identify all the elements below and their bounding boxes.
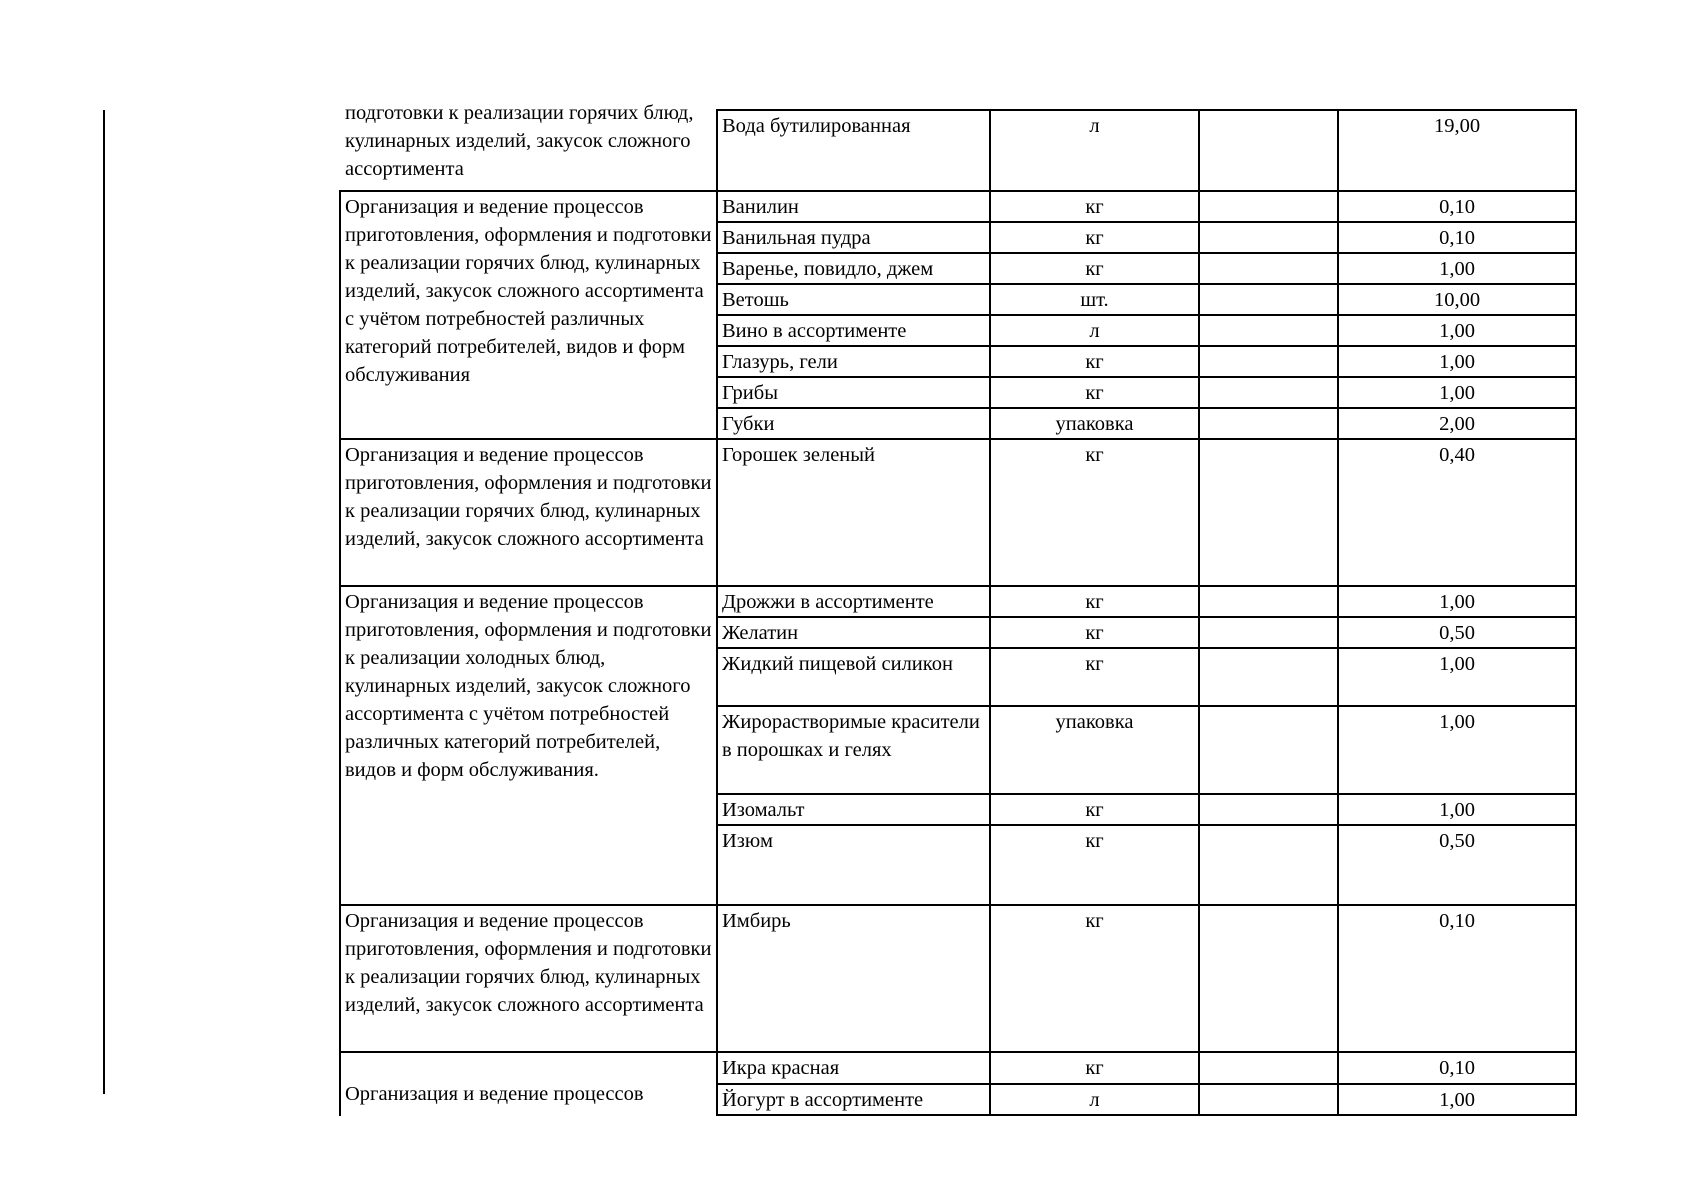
material-name: Грибы: [717, 377, 990, 408]
material-name: Вино в ассортименте: [717, 315, 990, 346]
material-unit: кг: [990, 825, 1199, 905]
material-norm: 1,00: [1338, 586, 1576, 617]
material-name: Жирорастворимые красители в порошках и гелях: [717, 706, 990, 794]
material-unit: кг: [990, 346, 1199, 377]
material-unit: кг: [990, 222, 1199, 253]
material-name: Губки: [717, 408, 990, 439]
material-norm: 0,10: [1338, 222, 1576, 253]
material-qty: [1199, 346, 1338, 377]
material-norm: 1,00: [1338, 648, 1576, 706]
material-unit: кг: [990, 648, 1199, 706]
material-qty: [1199, 905, 1338, 1052]
table-row: [340, 191, 1576, 222]
material-norm: 1,00: [1338, 377, 1576, 408]
material-name: Варенье, повидло, джем: [717, 253, 990, 284]
material-unit: кг: [990, 191, 1199, 222]
material-name: Ванильная пудра: [717, 222, 990, 253]
material-unit: шт.: [990, 284, 1199, 315]
material-qty: [1199, 825, 1338, 905]
material-unit: кг: [990, 617, 1199, 648]
material-unit: упаковка: [990, 408, 1199, 439]
activity-cell: Организация и ведение процессов приготовления, оформления и подготовки к реализации горячих блюд, кулинарных изделий, закусок сложного ассортимента: [340, 439, 717, 586]
material-qty: [1199, 315, 1338, 346]
material-unit: л: [990, 110, 1199, 191]
material-qty: [1199, 110, 1338, 191]
material-qty: [1199, 617, 1338, 648]
material-norm: 0,10: [1338, 1052, 1576, 1084]
material-qty: [1199, 253, 1338, 284]
material-unit: кг: [990, 439, 1199, 586]
material-qty: [1199, 648, 1338, 706]
material-name: Икра красная: [717, 1052, 990, 1084]
material-qty: [1199, 586, 1338, 617]
material-name: Горошек зеленый: [717, 439, 990, 586]
material-norm: 1,00: [1338, 346, 1576, 377]
material-norm: 1,00: [1338, 253, 1576, 284]
material-norm: 2,00: [1338, 408, 1576, 439]
material-name: Изомальт: [717, 794, 990, 825]
material-norm: 10,00: [1338, 284, 1576, 315]
material-norm: 1,00: [1338, 706, 1576, 794]
material-norm: 0,50: [1338, 825, 1576, 905]
material-unit: кг: [990, 253, 1199, 284]
material-qty: [1199, 222, 1338, 253]
table-row: [340, 586, 1576, 617]
material-qty: [1199, 1052, 1338, 1084]
material-norm: 1,00: [1338, 315, 1576, 346]
activity-cell: Организация и ведение процессов: [340, 1052, 717, 1115]
activity-cell: Организация и ведение процессов приготовления, оформления и подготовки к реализации холодных блюд, кулинарных изделий, закусок сложного ассортимента с учётом потребностей различных категорий потребителей, видов и форм обслуживания.: [340, 586, 717, 905]
table-row: [340, 1052, 1576, 1084]
material-norm: 0,50: [1338, 617, 1576, 648]
material-qty: [1199, 439, 1338, 586]
table-row: [340, 110, 1576, 191]
material-norm: 1,00: [1338, 1084, 1576, 1116]
material-name: Изюм: [717, 825, 990, 905]
material-unit: кг: [990, 377, 1199, 408]
material-name: Вода бутилированная: [717, 110, 990, 191]
materials-table: [339, 102, 1577, 1116]
material-norm: 19,00: [1338, 110, 1576, 191]
materials-table-container: [339, 102, 1575, 1111]
material-name: Ветошь: [717, 284, 990, 315]
material-norm: 0,10: [1338, 191, 1576, 222]
material-unit: кг: [990, 905, 1199, 1052]
material-qty: [1199, 284, 1338, 315]
material-unit: кг: [990, 586, 1199, 617]
material-unit: кг: [990, 794, 1199, 825]
activity-cell: Организация и ведение процессов приготовления, оформления и подготовки к реализации горячих блюд, кулинарных изделий, закусок сложного ассортимента с учётом потребностей различных категорий потребителей, видов и форм обслуживания: [340, 191, 717, 439]
activity-cell: Организация и ведение процессов приготовления, оформления и подготовки к реализации горячих блюд, кулинарных изделий, закусок сложного ассортимента: [340, 905, 717, 1052]
material-unit: л: [990, 1084, 1199, 1116]
material-unit: упаковка: [990, 706, 1199, 794]
material-name: Дрожжи в ассортименте: [717, 586, 990, 617]
material-qty: [1199, 1084, 1338, 1116]
material-qty: [1199, 377, 1338, 408]
material-name: Имбирь: [717, 905, 990, 1052]
table-row: [340, 439, 1576, 586]
material-name: Ванилин: [717, 191, 990, 222]
material-qty: [1199, 408, 1338, 439]
activity-cell: подготовки к реализации горячих блюд, кулинарных изделий, закусок сложного ассортимента: [340, 110, 717, 191]
material-name: Желатин: [717, 617, 990, 648]
material-norm: 0,10: [1338, 905, 1576, 1052]
left-margin-rule: [103, 110, 105, 1094]
material-unit: кг: [990, 1052, 1199, 1084]
material-qty: [1199, 794, 1338, 825]
material-qty: [1199, 706, 1338, 794]
material-qty: [1199, 191, 1338, 222]
material-norm: 0,40: [1338, 439, 1576, 586]
material-name: Глазурь, гели: [717, 346, 990, 377]
material-unit: л: [990, 315, 1199, 346]
material-name: Йогурт в ассортименте: [717, 1084, 990, 1116]
table-row: [340, 905, 1576, 1052]
material-norm: 1,00: [1338, 794, 1576, 825]
material-name: Жидкий пищевой силикон: [717, 648, 990, 706]
